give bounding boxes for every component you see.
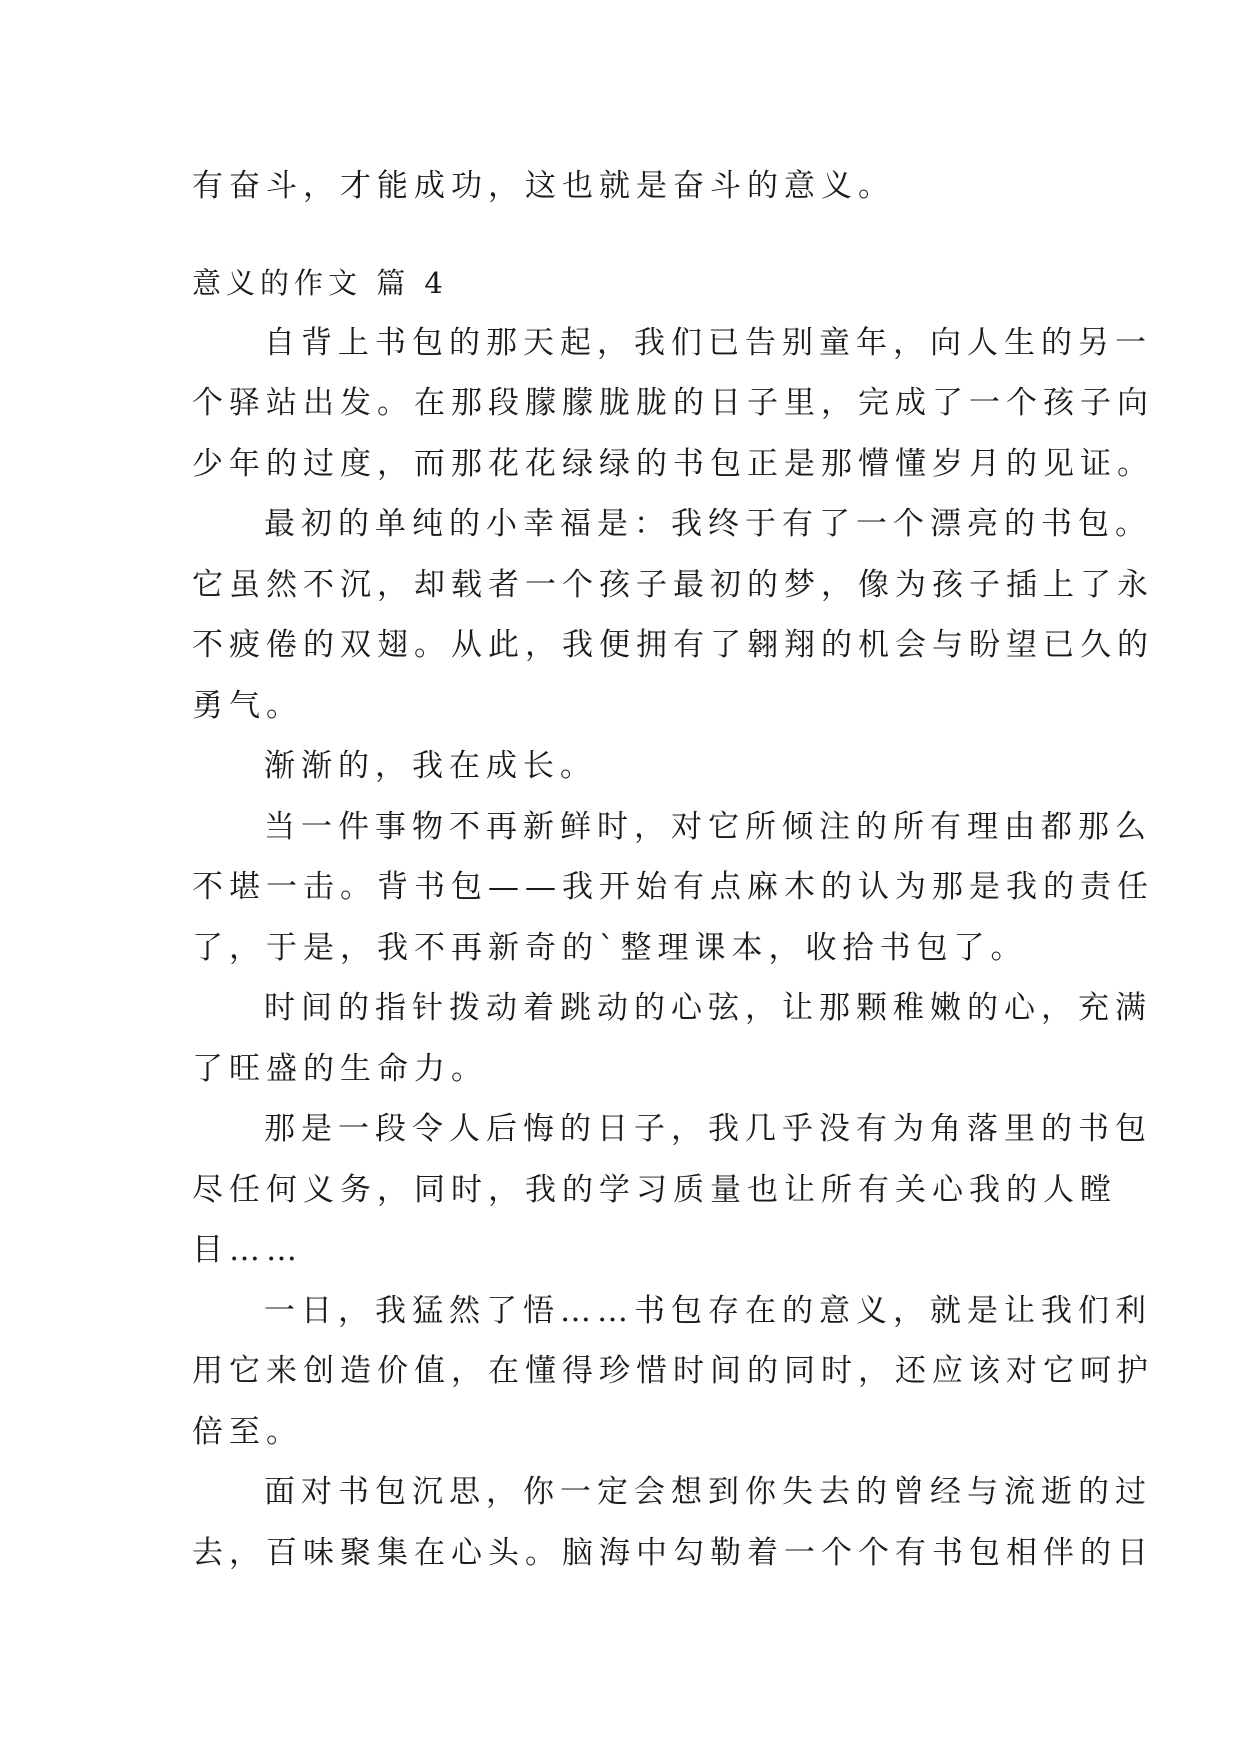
paragraph-line: 当一件事物不再新鲜时，对它所倾注的所有理由都那么 (264, 808, 1152, 845)
paragraph-line: 它虽然不沉，却载者一个孩子最初的梦，像为孩子插上了永 (192, 566, 1154, 603)
intro-line: 有奋斗，才能成功，这也就是奋斗的意义。 (192, 168, 895, 204)
paragraph-line: 面对书包沉思，你一定会想到你失去的曾经与流逝的过 (264, 1474, 1152, 1510)
paragraph-line: 那是一段令人后悔的日子，我几乎没有为角落里的书包 (264, 1111, 1152, 1147)
paragraph-line: 少年的过度，而那花花绿绿的书包正是那懵懂岁月的见证。 (192, 445, 1154, 482)
paragraph (192, 313, 1154, 495)
paragraph (192, 1281, 1154, 1463)
paragraph (192, 1462, 1154, 1583)
paragraph-line: 时间的指针拨动着跳动的心弦，让那颗稚嫩的心，充满 (264, 990, 1152, 1026)
paragraph-line: 目…… (192, 1232, 303, 1268)
paragraph (192, 797, 1154, 979)
paragraph-line: 了旺盛的生命力。 (192, 1050, 488, 1087)
document-body (192, 156, 1154, 1583)
paragraph-line: 尽任何义务，同时，我的学习质量也让所有关心我的人瞠 (192, 1171, 1117, 1208)
paragraph (192, 736, 1072, 797)
paragraph-line: 倍至。 (192, 1413, 303, 1450)
paragraph-line: 自背上书包的那天起，我们已告别童年，向人生的另一 (264, 324, 1152, 361)
paragraph-line: 渐渐的，我在成长。 (264, 748, 597, 784)
paragraph-line: 去，百味聚集在心头。脑海中勾勒着一个个有书包相伴的日 (192, 1534, 1154, 1571)
paragraph-line: 个驿站出发。在那段朦朦胧胧的日子里，完成了一个孩子向 (192, 385, 1154, 421)
paragraph-list (192, 313, 1154, 1584)
paragraph-line: 了，于是，我不再新奇的`整理课本，收拾书包了。 (192, 929, 1028, 966)
paragraph (192, 1099, 1152, 1281)
paragraph-line: 不疲倦的双翅。从此，我便拥有了翱翔的机会与盼望已久的 (192, 627, 1154, 663)
paragraph (192, 494, 1154, 736)
section-heading: 意义的作文 篇 4 (192, 265, 448, 300)
paragraph-line: 一日，我猛然了悟……书包存在的意义，就是让我们利 (264, 1292, 1152, 1329)
paragraph (192, 978, 1152, 1099)
paragraph-line: 不堪一击。背书包——我开始有点麻木的认为那是我的责任 (192, 869, 1154, 905)
paragraph-line: 勇气。 (192, 687, 303, 724)
paragraph-line: 用它来创造价值，在懂得珍惜时间的同时，还应该对它呵护 (192, 1353, 1154, 1389)
paragraph-line: 最初的单纯的小幸福是：我终于有了一个漂亮的书包。 (264, 506, 1152, 542)
